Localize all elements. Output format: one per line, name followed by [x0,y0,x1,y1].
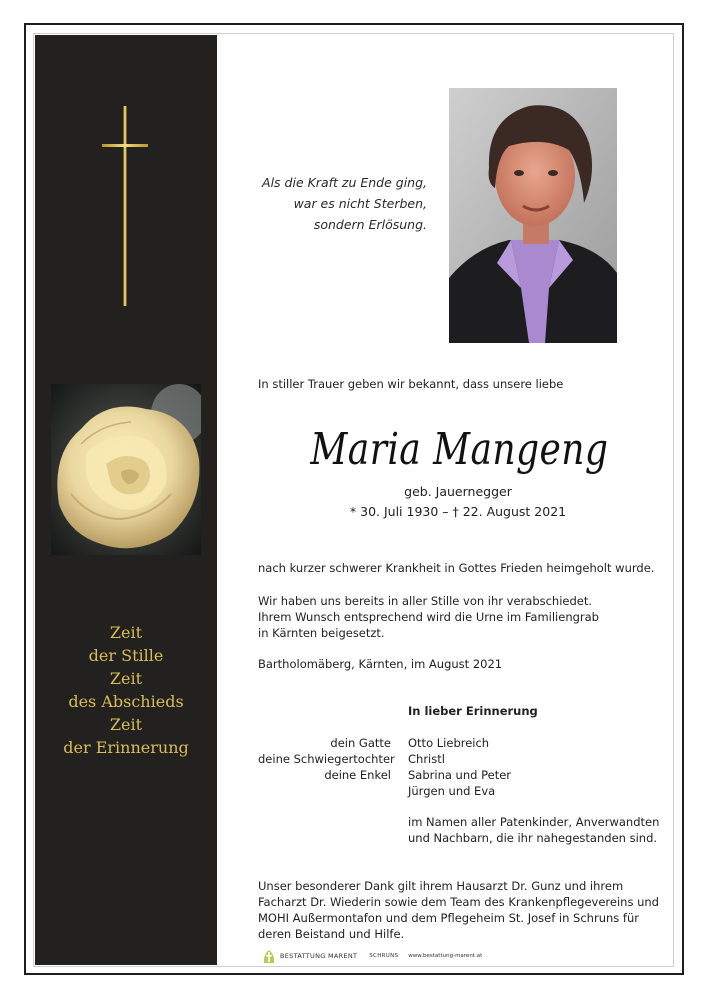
relation-label [258,783,391,799]
relation-label: dein Gatte [330,736,391,750]
cross-icon [102,106,148,306]
poem-line: Zeit [109,623,143,642]
paragraph-line: in Kärnten beigesetzt. [258,626,385,640]
intro-text: In stiller Trauer geben wir bekannt, dass unsere liebe [258,377,564,391]
place-date: Bartholomäberg, Kärnten, im August 2021 [258,657,503,671]
relation-label: deine Enkel [324,768,391,782]
announcement-sentence: nach kurzer schwerer Krankheit in Gottes Frieden heimgeholt wurde. [258,561,655,575]
poem-line: der Erinnerung [63,738,189,757]
life-dates: * 30. Juli 1930 – † 22. August 2021 [349,504,567,519]
relation-labels [258,735,395,799]
relation-name: Christl [408,752,445,766]
paragraph-line: Wir haben uns bereits in aller Stille von ihr verabschiedet. [258,594,593,608]
thanks-paragraph [258,878,659,942]
relation-names [408,735,511,799]
footer-place: SCHRUNS [369,953,399,959]
footer-url[interactable]: www.bestattung-marent.at [408,953,483,959]
verse-line: sondern Erlösung. [313,217,427,232]
poem-line: Zeit [109,669,143,688]
verse-line: Als die Kraft zu Ende ging, [262,175,427,190]
closing-line: und Nachbarn, die ihr nahegestanden sind. [408,831,658,845]
maiden-name: geb. Jauernegger [404,484,512,499]
thanks-line: MOHI Außermontafon und dem Pflegeheim St. Josef in Schruns für [258,911,639,925]
thanks-line: Unser besonderer Dank gilt ihrem Hausarzt Dr. Gunz und ihrem [258,879,624,893]
relation-name: Otto Liebreich [408,736,490,750]
bestattung-logo-icon [262,949,276,964]
closing-text [408,814,659,846]
poem-line: der Stille [88,646,164,665]
memory-heading: In lieber Erinnerung [408,704,538,718]
verse-line: war es nicht Sterben, [293,196,427,211]
footer-company: BESTATTUNG MARENT [280,952,358,960]
thanks-line: deren Beistand und Hilfe. [258,927,405,941]
rose-photo [51,384,201,555]
sidebar-poem [35,621,217,759]
thanks-line: Facharzt Dr. Wiederin sowie dem Team des Krankenpflegevereins und [258,895,659,909]
footer [262,947,482,965]
relation-name: Sabrina und Peter [408,768,512,782]
verse [240,172,427,235]
closing-line: im Namen aller Patenkinder, Anverwandten [408,815,660,829]
poem-line: des Abschieds [68,692,184,711]
paragraph-line: Ihrem Wunsch entsprechend wird die Urne im Familiengrab [258,610,599,624]
relation-label: deine Schwiegertochter [258,752,395,766]
relation-name: Jürgen und Eva [408,784,496,798]
portrait-photo [449,88,617,343]
poem-line: Zeit [109,715,143,734]
farewell-paragraph [258,593,599,641]
deceased-name: Maria Mangeng [310,424,609,475]
